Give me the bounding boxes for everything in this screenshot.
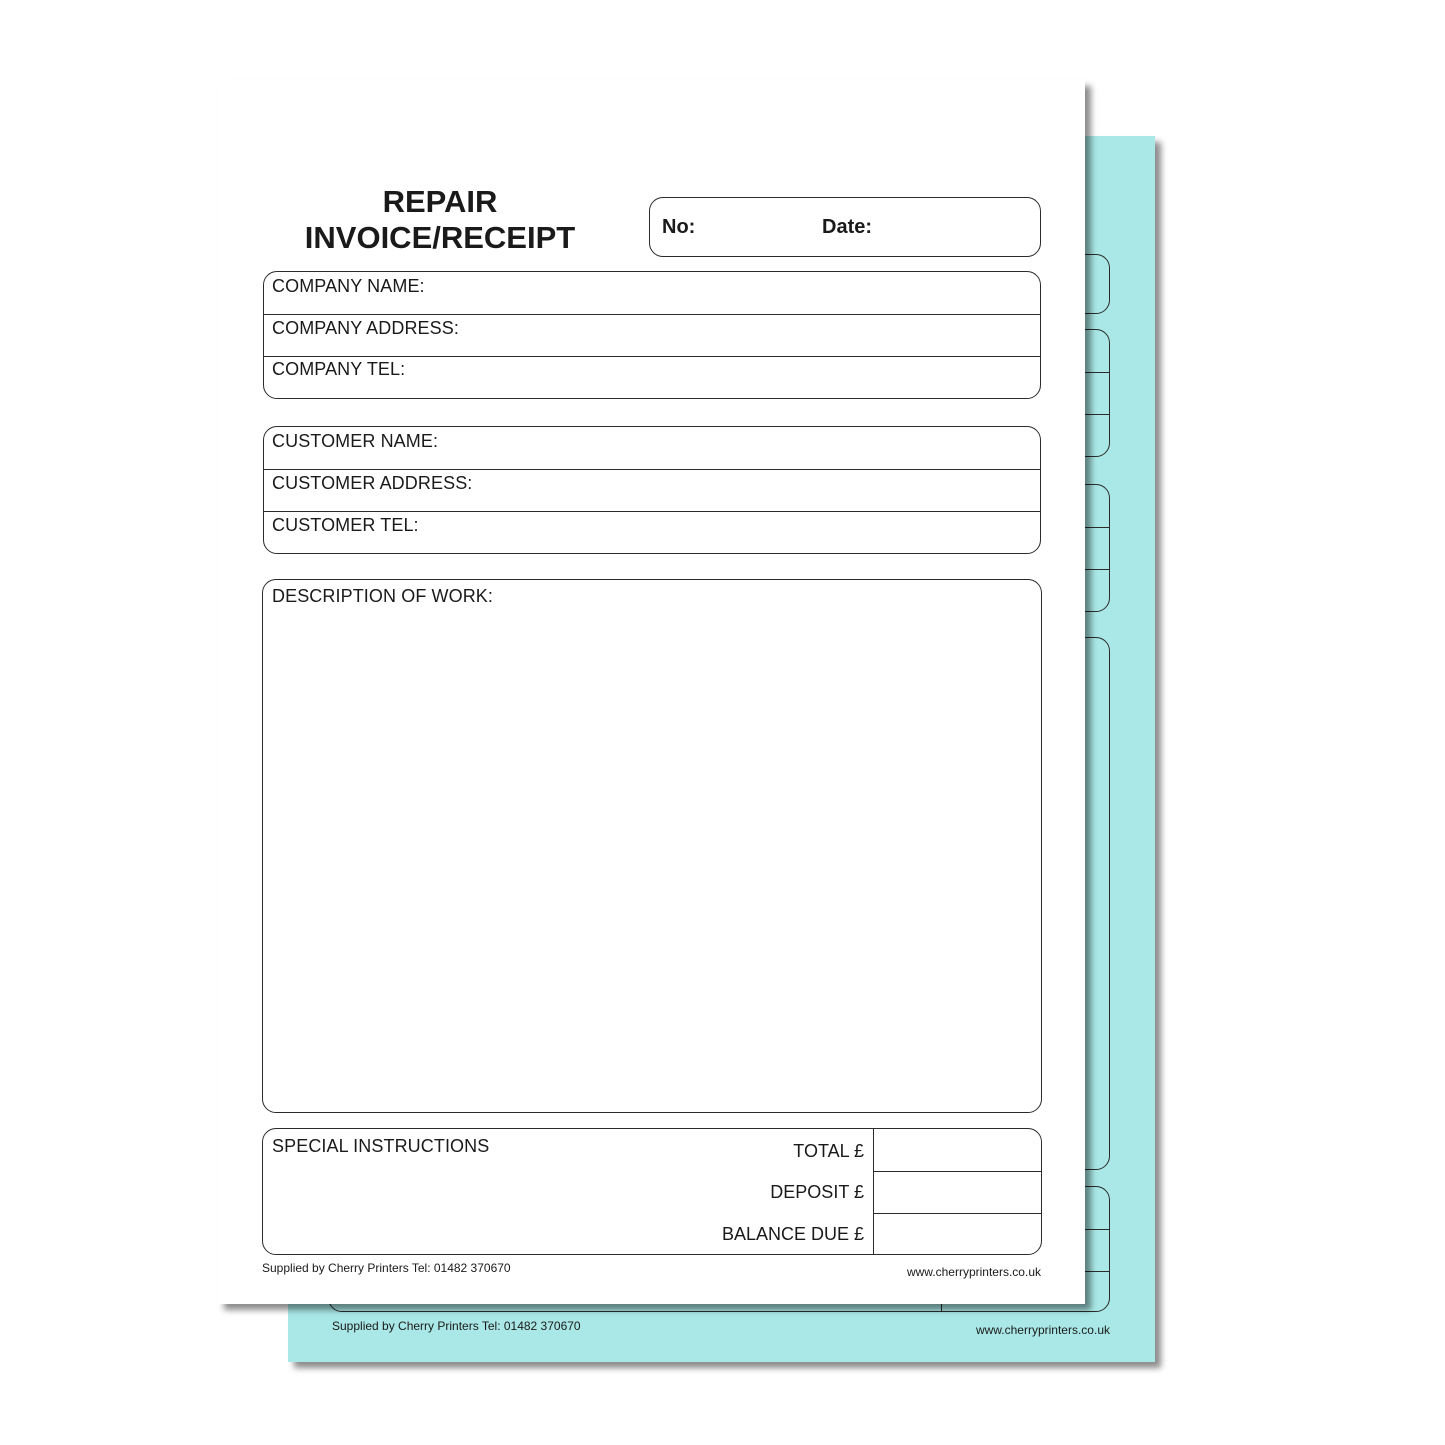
customer-address-label: CUSTOMER ADDRESS: bbox=[272, 473, 473, 493]
balance-due-label: BALANCE DUE £ bbox=[721, 1224, 864, 1244]
number-date-box bbox=[649, 197, 1041, 257]
company-box bbox=[263, 271, 1041, 399]
back-website-text: www.cherryprinters.co.uk bbox=[975, 1323, 1110, 1337]
date-label: Date: bbox=[822, 216, 873, 238]
company-address-label: COMPANY ADDRESS: bbox=[272, 318, 459, 338]
form-title-line2: INVOICE/RECEIPT bbox=[304, 220, 576, 255]
company-name-label: COMPANY NAME: bbox=[272, 276, 425, 296]
website-text: www.cherryprinters.co.uk bbox=[906, 1265, 1041, 1279]
description-box bbox=[262, 579, 1042, 1113]
totals-box bbox=[262, 1128, 1042, 1255]
front-invoice-sheet bbox=[218, 80, 1085, 1304]
form-title-line1: REPAIR bbox=[382, 184, 498, 219]
total-label: TOTAL £ bbox=[793, 1141, 864, 1161]
company-tel-label: COMPANY TEL: bbox=[272, 359, 406, 379]
description-label: DESCRIPTION OF WORK: bbox=[272, 586, 494, 606]
customer-name-label: CUSTOMER NAME: bbox=[272, 431, 439, 451]
special-instructions-label: SPECIAL INSTRUCTIONS bbox=[272, 1136, 490, 1156]
supplier-text: Supplied by Cherry Printers Tel: 01482 370670 bbox=[262, 1261, 511, 1275]
customer-tel-label: CUSTOMER TEL: bbox=[272, 515, 419, 535]
number-label: No: bbox=[662, 216, 696, 238]
back-supplier-text: Supplied by Cherry Printers Tel: 01482 370670 bbox=[332, 1319, 581, 1333]
customer-box bbox=[263, 426, 1041, 554]
deposit-label: DEPOSIT £ bbox=[770, 1182, 864, 1202]
